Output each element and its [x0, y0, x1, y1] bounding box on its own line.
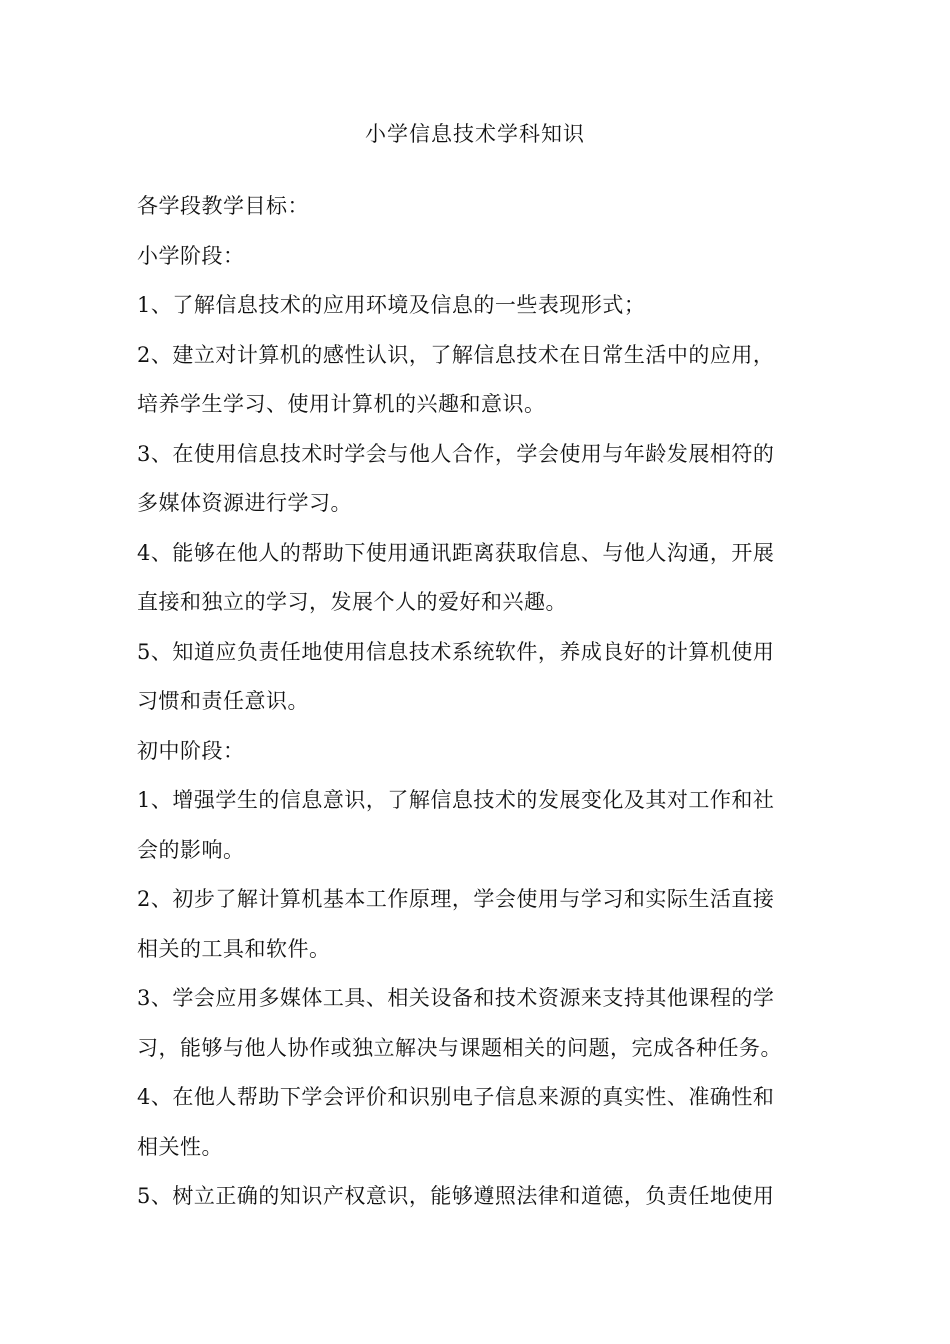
- paragraph-line: 习，能够与他人协作或独立解决与课题相关的问题，完成各种任务。: [137, 1035, 782, 1060]
- paragraph-line: 3、学会应用多媒体工具、相关设备和技术资源来支持其他课程的学: [137, 986, 775, 1010]
- paragraph-line: 1、了解信息技术的应用环境及信息的一些表现形式；: [137, 293, 646, 317]
- paragraph-line: 相关的工具和软件。: [137, 936, 331, 961]
- document-body: [137, 182, 797, 1222]
- paragraph-line: 会的影响。: [137, 837, 245, 862]
- paragraph-line: 直接和独立的学习，发展个人的爱好和兴趣。: [137, 590, 567, 614]
- paragraph-line: 3、在使用信息技术时学会与他人合作，学会使用与年龄发展相符的: [137, 441, 775, 466]
- paragraph-line: 5、树立正确的知识产权意识，能够遵照法律和道德，负责任地使用: [137, 1184, 775, 1208]
- paragraph-line: 4、能够在他人的帮助下使用通讯距离获取信息、与他人沟通，开展: [137, 540, 775, 565]
- paragraph-line: 1、增强学生的信息意识，了解信息技术的发展变化及其对工作和社: [137, 788, 775, 812]
- document-title: 小学信息技术学科知识: [365, 122, 585, 146]
- paragraph-line: 2、初步了解计算机基本工作原理，学会使用与学习和实际生活直接: [137, 887, 775, 911]
- paragraph-line: 培养学生学习、使用计算机的兴趣和意识。: [137, 392, 546, 416]
- paragraph-line: 多媒体资源进行学习。: [137, 491, 352, 515]
- paragraph-line: 习惯和责任意识。: [137, 689, 309, 713]
- subsection-heading-middle: 初中阶段：: [137, 738, 245, 763]
- section-heading: 各学段教学目标：: [137, 194, 309, 218]
- paragraph-line: 相关性。: [137, 1134, 223, 1159]
- paragraph-line: 5、知道应负责任地使用信息技术系统软件，养成良好的计算机使用: [137, 639, 775, 664]
- paragraph-line: 4、在他人帮助下学会评价和识别电子信息来源的真实性、准确性和: [137, 1085, 775, 1109]
- subsection-heading-primary: 小学阶段：: [137, 243, 245, 268]
- paragraph-line: 2、建立对计算机的感性认识，了解信息技术在日常生活中的应用，: [137, 342, 775, 367]
